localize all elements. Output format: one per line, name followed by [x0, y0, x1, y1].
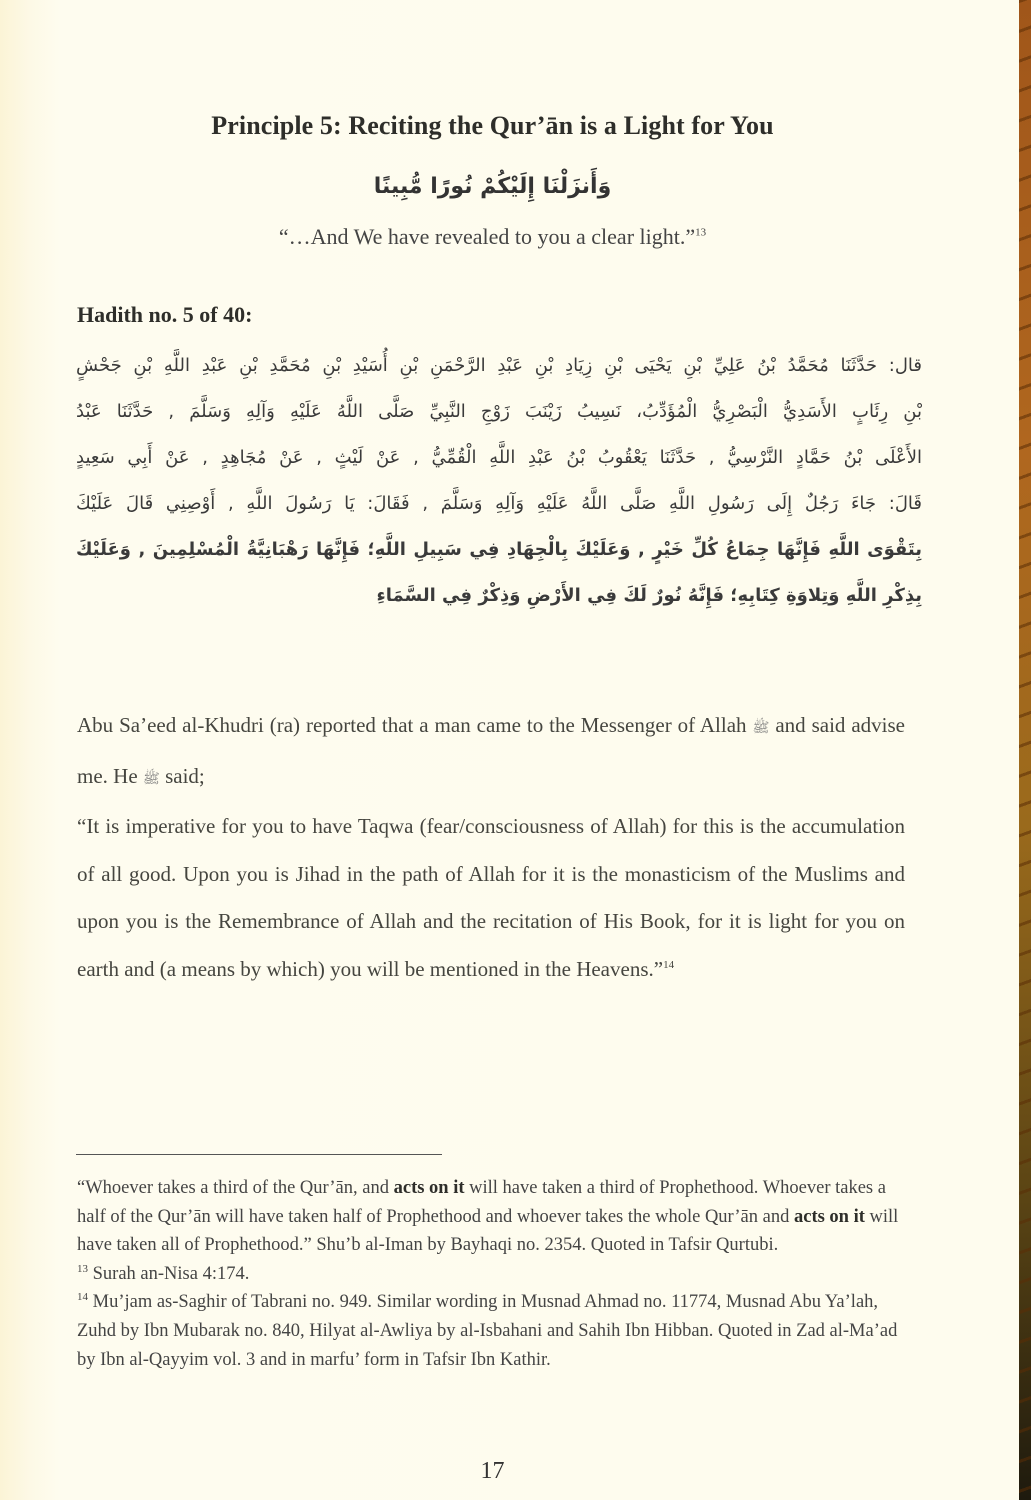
- hadith-arabic-line: قال: حَدَّثَنَا مُحَمَّدُ بْنُ عَلِيِّ بْنِ يَحْيَى بْنِ زِيَادِ بْنِ عَبْدِ الرَّحْمَنِ بْنِ أُسَيْدِ بْنِ مُحَمَّدِ بْنِ عَبْدِ اللَّهِ بْنِ جَحْشٍ: [76, 355, 922, 376]
- footnote-14: [77, 1288, 907, 1374]
- salawat-symbol-icon: ﷺ: [752, 720, 770, 736]
- page-title: Principle 5: Reciting the Qur’ān is a Light for You: [211, 111, 774, 141]
- narration-intro-text: said;: [159, 763, 205, 788]
- footnote-number: 13: [77, 1262, 88, 1275]
- footnote-text: will have taken all of Prophethood.” Shu’b al-Iman by Bayhaqi no. 2354. Quoted in Tafsir Qurtubi.: [77, 1206, 899, 1256]
- footnote-continued: [77, 1174, 907, 1260]
- hadith-arabic-line: بِتَقْوَى اللَّهِ فَإِنَّهَا جِمَاعُ كُلِّ خَيْرٍ , وَعَلَيْكَ بِالْجِهَادِ فِي سَبِيلِ اللَّهِ؛ فَإِنَّهَا رَهْبَانِيَّةُ الْمُسْلِمِينَ , وَعَلَيْكَ: [76, 539, 922, 560]
- footnotes: [77, 1174, 907, 1374]
- footnote-separator: [76, 1154, 442, 1155]
- footnote-emphasis: acts on it: [793, 1206, 865, 1227]
- ayah-translation: [0, 224, 985, 250]
- hadith-arabic-line: بِذِكْرِ اللَّهِ وَتِلاوَةِ كِتَابِهِ؛ فَإِنَّهُ نُورٌ لَكَ فِي الأَرْضِ وَذِكْرٌ فِي السَّمَاءِ: [376, 585, 922, 606]
- ayah-translation-text: “…And We have revealed to you a clear light.”: [278, 224, 696, 249]
- footnote-13: [77, 1260, 907, 1289]
- narration-intro: [77, 702, 905, 803]
- narration-quote: [77, 803, 905, 993]
- ayah-arabic: وَأَنزَلْنَا إِلَيْكُمْ نُورًا مُّبِينًا: [373, 174, 612, 199]
- footnote-number: 14: [77, 1291, 88, 1304]
- narration-quote-text: “It is imperative for you to have Taqwa (fear/consciousness of Allah) for this is the accumulation of all good. Upon you is Jihad in the path of Allah for it is the monasticism of the Muslims and upon you is the Remembrance of Allah and the recitation of His Book, for it is light for you on earth and (a means by which) you will be mentioned in the Heavens.”: [77, 814, 905, 981]
- footnote-text: Mu’jam as-Saghir of Tabrani no. 949. Similar wording in Musnad Ahmad no. 11774, Musnad Abu Ya’lah, Zuhd by Ibn Mubarak no. 840, Hilyat al-Awliya by al-Isbahani and Sahih Ibn Hibban. Quoted in Zad al-Ma’ad by Ibn al-Qayyim vol. 3 and in marfu’ form in Tafsir Ibn Kathir.: [77, 1292, 898, 1370]
- footnote-ref-14[interactable]: 14: [663, 958, 675, 971]
- narration-intro-text: Abu Sa’eed al-Khudri (ra) reported that a man came to the Messenger of Allah: [77, 713, 753, 737]
- salawat-symbol-icon: ﷺ: [142, 770, 160, 787]
- decorative-cover-border: [1019, 0, 1031, 1500]
- footnote-ref-13[interactable]: 13: [695, 226, 707, 239]
- footnote-text: will have taken a third of Prophethood. Whoever takes a half of the Qur’ān will have taken half of Prophethood and whoever takes the whole Qur’ān and: [77, 1178, 886, 1227]
- narration-intro-text: and said advise me. He: [77, 713, 906, 788]
- footnote-emphasis: acts on it: [393, 1178, 465, 1198]
- page-number: 17: [480, 1458, 505, 1484]
- hadith-arabic-line: بْنِ رِئَابٍ الأَسَدِيُّ الْبَصْرِيُّ الْمُؤَدِّبُ، نَسِيبُ زَيْنَبَ زَوْجِ النَّبِيِّ صَلَّى اللَّهُ عَلَيْهِ وَآلِهِ وَسَلَّمَ , حَدَّثَنَا عَبْدُ: [76, 401, 922, 422]
- footnote-text: Surah an-Nisa 4:174.: [88, 1263, 250, 1284]
- hadith-heading: Hadith no. 5 of 40:: [77, 302, 253, 327]
- hadith-arabic-line: الأَعْلَى بْنُ حَمَّادٍ النَّرْسِيُّ , حَدَّثَنَا يَعْقُوبُ بْنُ عَبْدِ اللَّهِ الْقُمِّيُّ , عَنْ لَيْثٍ , عَنْ مُجَاهِدٍ , عَنْ أَبِي سَعِيدٍ: [76, 447, 922, 468]
- hadith-arabic-line: قَالَ: جَاءَ رَجُلٌ إِلَى رَسُولِ اللَّهِ صَلَّى اللَّهُ عَلَيْهِ وَآلِهِ وَسَلَّمَ , فَقَالَ: يَا رَسُولَ اللَّهِ , أَوْصِنِي قَالَ عَلَيْكَ: [76, 493, 922, 514]
- hadith-arabic-text: [76, 343, 922, 619]
- footnote-text: “Whoever takes a third of the Qur’ān, and: [77, 1178, 394, 1198]
- hadith-translation: [77, 702, 905, 993]
